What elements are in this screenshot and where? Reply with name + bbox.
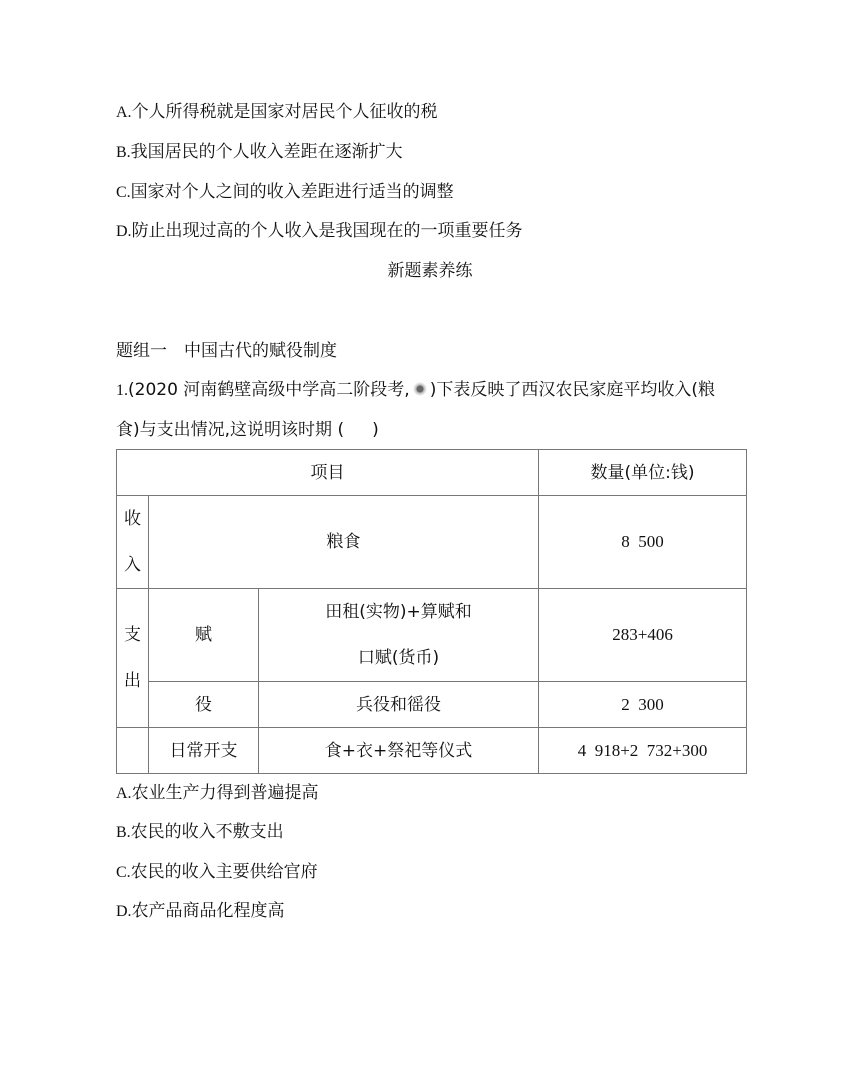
option-text: 国家对个人之间的收入差距进行适当的调整 <box>130 182 454 202</box>
option-text: 农民的收入不敷支出 <box>130 822 284 842</box>
labor-label: 役 <box>149 682 259 728</box>
header-item: 项目 <box>117 450 539 496</box>
group-title: 题组一 中国古代的赋役制度 <box>116 341 337 361</box>
option-letter: A. <box>116 785 132 802</box>
option-text: 个人所得税就是国家对居民个人征收的税 <box>131 102 438 122</box>
answer-option-b[interactable] <box>116 820 284 845</box>
option-text: 防止出现过高的个人收入是我国现在的一项重要任务 <box>131 221 523 241</box>
option-text: 我国居民的个人收入差距在逐渐扩大 <box>130 142 403 162</box>
question-text: )下表反映了西汉农民家庭平均收入(粮 <box>429 380 715 400</box>
option-text: 农业生产力得到普遍提高 <box>131 783 319 803</box>
table-row-labor <box>117 682 747 728</box>
labor-value: 2 300 <box>539 682 747 728</box>
table-row-income <box>117 496 747 589</box>
daily-value: 4 918+2 732+300 <box>539 728 747 774</box>
prev-option-d <box>116 219 523 244</box>
question-source: (2020 河南鹤壁高级中学高二阶段考, <box>128 380 410 400</box>
income-label <box>117 496 149 589</box>
difficulty-star-icon <box>410 382 430 396</box>
tax-value: 283+406 <box>539 589 747 682</box>
income-item: 粮食 <box>149 496 539 589</box>
tax-item-line-1: 田租(实物)+算赋和 <box>325 602 472 622</box>
option-letter: A. <box>116 104 132 121</box>
question-number: 1. <box>116 382 128 399</box>
answer-option-a[interactable] <box>116 781 319 806</box>
tax-label: 赋 <box>149 589 259 682</box>
labor-item: 兵役和徭役 <box>259 682 539 728</box>
question-text-cont: 食)与支出情况,这说明该时期 ( <box>116 420 345 440</box>
header-quantity: 数量(单位:钱) <box>539 450 747 496</box>
tax-item-line-2: 口赋(货币) <box>357 648 440 668</box>
question-line-1 <box>116 378 715 403</box>
option-letter: C. <box>116 864 131 881</box>
income-label-char-2: 入 <box>124 555 141 575</box>
option-letter: D. <box>116 223 132 240</box>
daily-label-spacer <box>117 728 149 774</box>
daily-item: 食+衣+祭祀等仪式 <box>259 728 539 774</box>
tax-item <box>259 589 539 682</box>
prev-option-c <box>116 180 454 205</box>
option-text: 农产品商品化程度高 <box>131 901 285 921</box>
income-expense-table <box>116 449 747 774</box>
table-row-daily <box>117 728 747 774</box>
daily-label: 日常开支 <box>149 728 259 774</box>
answer-option-c[interactable] <box>116 860 318 885</box>
option-letter: C. <box>116 184 131 201</box>
question-line-2 <box>116 418 379 442</box>
income-value: 8 500 <box>539 496 747 589</box>
prev-option-a <box>116 100 438 125</box>
option-letter: D. <box>116 903 132 920</box>
option-letter: B. <box>116 144 131 161</box>
table-header-row <box>117 450 747 496</box>
close-paren: ) <box>372 420 379 440</box>
option-text: 农民的收入主要供给官府 <box>130 862 318 882</box>
table-row-tax <box>117 589 747 682</box>
expense-label-char-1: 支 <box>124 625 141 645</box>
section-title: 新题素养练 <box>387 261 473 281</box>
expense-label-char-2: 出 <box>124 671 141 691</box>
answer-option-d[interactable] <box>116 899 285 924</box>
expense-label <box>117 589 149 728</box>
option-letter: B. <box>116 824 131 841</box>
income-label-char-1: 收 <box>124 509 141 529</box>
prev-option-b <box>116 140 403 165</box>
